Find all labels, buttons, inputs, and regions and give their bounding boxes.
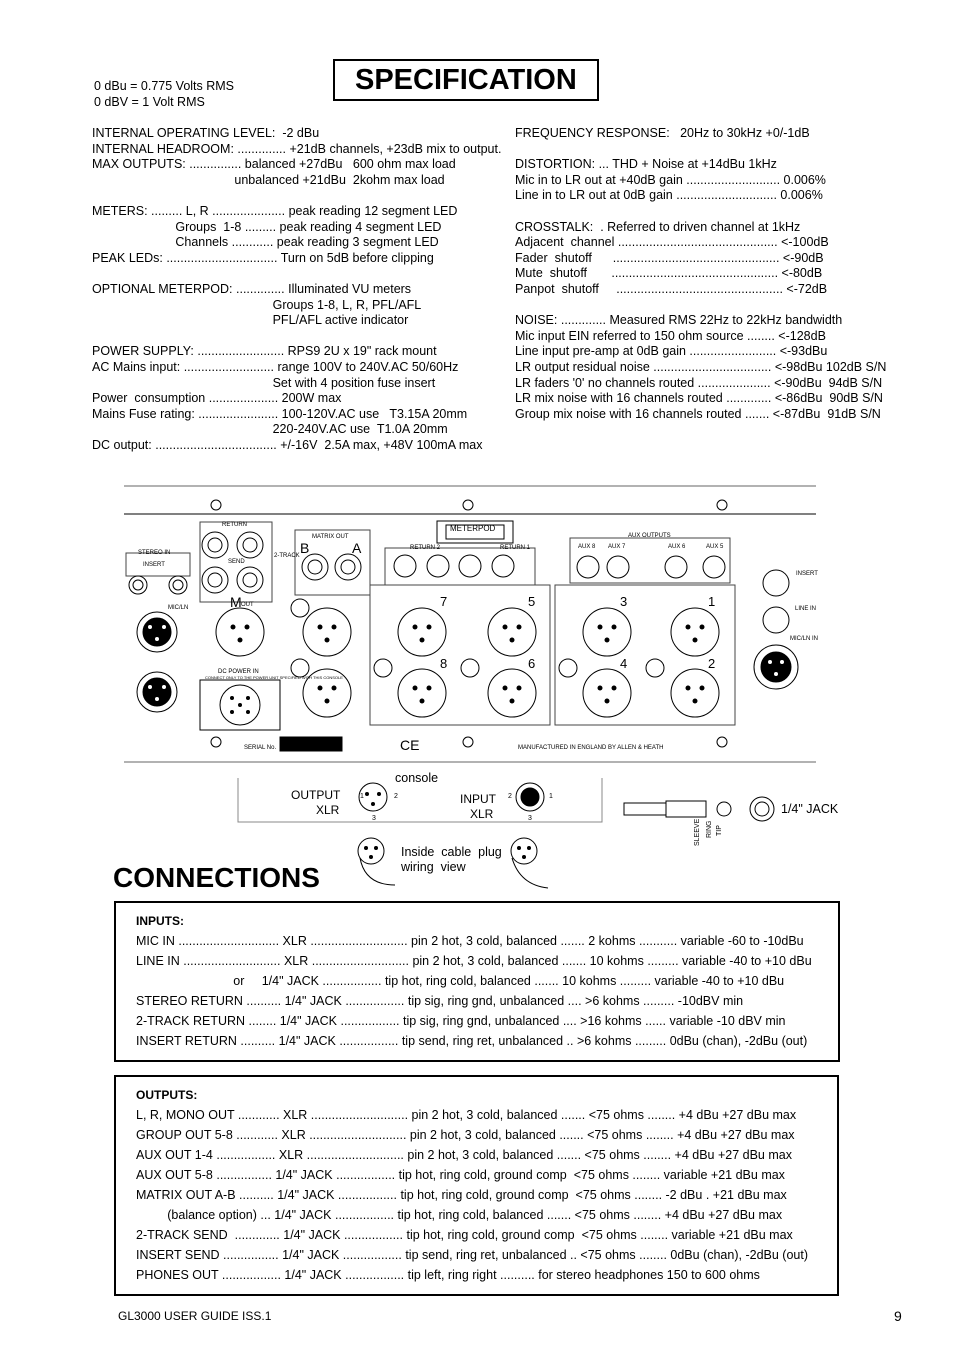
inputs-header: INPUTS: (136, 914, 184, 928)
outputs-box (114, 1075, 839, 1296)
panel-dc-power-label: DC POWER IN (218, 669, 259, 675)
ref-line-1: 0 dBu = 0.775 Volts RMS (94, 79, 235, 93)
specification-title: SPECIFICATION (333, 59, 599, 101)
panel-aux7-label: AUX 7 (608, 544, 626, 550)
panel-send-label: SEND (228, 559, 245, 565)
panel-stereo-in-label: STEREO IN (138, 550, 171, 556)
connections-title: CONNECTIONS (113, 862, 320, 893)
inside-note-1: Inside cable plug (401, 845, 502, 859)
page-number: 9 (894, 1308, 902, 1324)
footer-doc-title: GL3000 USER GUIDE ISS.1 (118, 1309, 272, 1323)
output-table-row: MATRIX OUT A-B .......... 1/4" JACK ................. tip hot, ring cold, ground comp <75 ohms ........ -2 dBu . +21 dBu max (136, 1188, 787, 1202)
input-xlr-label-1: INPUT (460, 792, 496, 806)
panel-b-label: B (300, 540, 310, 556)
spec-line: PFL/AFL active indicator (92, 313, 409, 328)
input-table-row: STEREO RETURN .......... 1/4" JACK ................. tip sig, ring gnd, unbalanced .... >6 kohms ......... -10dBV min (136, 994, 744, 1008)
inputs-rows (136, 931, 838, 1051)
spec-line: Mic input EIN referred to 150 ohm source ........ <-128dB (515, 328, 826, 343)
spec-line: LR faders '0' no channels routed ..................... <-90dBu 94dB S/N (515, 375, 883, 390)
panel-micln-label: MIC/LN (168, 605, 189, 611)
panel-mic-ln-in-label: MIC/LN IN (790, 636, 819, 642)
panel-grp6-label: 6 (528, 656, 536, 671)
output-table-row: L, R, MONO OUT ............ XLR ............................ pin 2 hot, 3 cold, balanced ....... <75 ohms ........ +4 dBu +27 dBu max (136, 1108, 797, 1122)
panel-return-label: RETURN (222, 522, 247, 528)
spec-line: INTERNAL OPERATING LEVEL: -2 dBu (92, 126, 320, 140)
panel-right-insert-label: INSERT (796, 571, 818, 577)
output-table-row: GROUP OUT 5-8 ............ XLR ............................ pin 2 hot, 3 cold, balanced ....... <75 ohms ........ +4 dBu +27 dBu max (136, 1128, 795, 1142)
spec-line: LR output residual noise .................................. <-98dBu 102dB S/N (515, 359, 887, 374)
panel-meterpod-label: METERPOD (450, 524, 496, 533)
output-table-row: 2-TRACK SEND ............. 1/4" JACK ................. tip hot, ring cold, ground comp <75 ohms ........ variable +21 dBu max (136, 1228, 793, 1242)
output-table-row: AUX OUT 5-8 ................ 1/4" JACK ................. tip hot, ring cold, ground comp <75 ohms ........ variable +21 dBu max (136, 1168, 785, 1182)
spec-line: POWER SUPPLY: ......................... RPS9 2U x 19" rack mount (92, 344, 437, 359)
panel-grp5-label: 5 (528, 594, 536, 609)
panel-aux4-label: 4 (620, 656, 628, 671)
panel-aux1-label: 1 (708, 594, 716, 609)
panel-ce-mark: CE (400, 737, 420, 753)
panel-aux2-label: 2 (708, 656, 716, 671)
spec-line: NOISE: ............. Measured RMS 22Hz to 22kHz bandwidth (515, 313, 843, 328)
console-label: console (395, 771, 439, 785)
jack-label: 1/4" JACK (781, 802, 839, 816)
input-table-row: INSERT RETURN .......... 1/4" JACK ................. tip send, ring ret, unbalanced .. >6 kohms ......... 0dBu (chan), -2dBu (out) (136, 1034, 808, 1048)
spec-line: Mic in to LR out at +40dB gain ........................... 0.006% (515, 172, 826, 187)
panel-matrix-out-label: MATRIX OUT (312, 534, 349, 540)
panel-aux6-label: AUX 6 (668, 544, 686, 550)
spec-line: Set with 4 position fuse insert (92, 375, 436, 390)
output-pin-2: 2 (394, 793, 398, 800)
spec-line: Groups 1-8, L, R, PFL/AFL (92, 297, 422, 312)
spec-line: Channels ............ peak reading 3 segment LED (92, 235, 439, 250)
panel-a-label: A (352, 540, 362, 556)
spec-line: INTERNAL HEADROOM: .............. +21dB channels, +23dB mix to output. (92, 141, 502, 156)
spec-line: OPTIONAL METERPOD: .............. Illuminated VU meters (92, 281, 412, 296)
input-table-row: MIC IN ............................. XLR ............................ pin 2 hot, 3 cold, balanced ....... 2 kohms ........... variable -60 to -10dBu (136, 934, 804, 948)
panel-return2-label: RETURN 2 (410, 545, 441, 551)
panel-aux3-label: 3 (620, 594, 628, 609)
input-table-row: or 1/4" JACK ................. tip hot, ring cold, balanced ....... 10 kohms ......... variable -40 to +10 dBu (136, 974, 785, 988)
output-pin-3: 3 (372, 815, 376, 822)
panel-2track-label: 2-TRACK (274, 553, 300, 559)
panel-serial-label: SERIAL No. (244, 745, 277, 751)
panel-dc-note: CONNECT ONLY TO THE POWER UNIT SPECIFIED WITH THIS CONSOLE (205, 675, 343, 680)
spec-line: METERS: ......... L, R ..................... peak reading 12 segment LED (92, 203, 458, 218)
spec-line: CROSSTALK: . Referred to driven channel at 1kHz (515, 219, 801, 234)
spec-line: Mains Fuse rating: ....................... 100-120V.AC use T3.15A 20mm (92, 406, 468, 421)
spec-line: Groups 1-8 ......... peak reading 4 segment LED (92, 219, 442, 234)
spec-line: DISTORTION: ... THD + Noise at +14dBu 1kHz (515, 157, 777, 172)
outputs-header: OUTPUTS: (136, 1088, 198, 1102)
spec-line: MAX OUTPUTS: ............... balanced +27dBu 600 ohm max load (92, 157, 456, 172)
jack-ring-label: RING (706, 820, 713, 838)
spec-line: unbalanced +21dBu 2kohm max load (92, 172, 445, 187)
spec-line: 220-240V.AC use T1.0A 20mm (92, 422, 448, 437)
panel-return1-label: RETURN 1 (500, 545, 531, 551)
output-xlr-label-2: XLR (316, 803, 340, 817)
panel-insert-label: INSERT (143, 562, 165, 568)
output-table-row: PHONES OUT ................. 1/4" JACK ................. tip left, ring right .......... for stereo headphones 150 to 600 ohms (136, 1268, 760, 1282)
input-table-row: LINE IN ............................ XLR ............................ pin 2 hot, 3 cold, balanced ....... 10 kohms ......... variable -40 to +10 dBu (136, 954, 812, 968)
output-table-row: INSERT SEND ................ 1/4" JACK ................. tip send, ring ret, unbalanced .. <75 ohms ........ 0dBu (chan), -2dBu (out) (136, 1248, 808, 1262)
panel-grp8-label: 8 (440, 656, 448, 671)
panel-aux5-label: AUX 5 (706, 544, 724, 550)
output-table-row: AUX OUT 1-4 ................. XLR ............................ pin 2 hot, 3 cold, balanced ....... <75 ohms ........ +4 dBu +27 dBu max (136, 1148, 792, 1162)
spec-line: Line in to LR out at 0dB gain ............................. 0.006% (515, 188, 823, 203)
inside-note-2: wiring view (401, 860, 466, 874)
spec-line: Line input pre-amp at 0dB gain ......................... <-93dBu (515, 344, 828, 359)
ref-line-2: 0 dBV = 1 Volt RMS (94, 94, 205, 109)
spec-line: LR mix noise with 16 channels routed ............. <-86dBu 90dB S/N (515, 391, 883, 406)
panel-aux8-label: AUX 8 (578, 544, 596, 550)
spec-line: AC Mains input: .......................... range 100V to 240V.AC 50/60Hz (92, 359, 459, 374)
output-xlr-label-1: OUTPUT (291, 788, 341, 802)
input-pin-1: 1 (549, 793, 553, 800)
panel-grp7-label: 7 (440, 594, 448, 609)
spec-line: FREQUENCY RESPONSE: 20Hz to 30kHz +0/-1dB (515, 126, 810, 140)
input-xlr-label-2: XLR (470, 807, 494, 821)
jack-sleeve-label: SLEEVE (694, 818, 701, 846)
panel-manufactured-label: MANUFACTURED IN ENGLAND BY ALLEN & HEATH (518, 745, 664, 751)
spec-line: Panpot shutoff ................................................ <-72dB (515, 281, 828, 296)
spec-line: Fader shutoff ................................................ <-90dB (515, 250, 824, 265)
input-pin-3: 3 (528, 815, 532, 822)
spec-line: Mute shutoff ................................................ <-80dB (515, 266, 823, 281)
panel-aux-outputs-label: AUX OUTPUTS (628, 533, 671, 539)
inputs-box (114, 901, 840, 1062)
input-pin-2: 2 (508, 793, 512, 800)
outputs-rows (136, 1105, 837, 1285)
input-table-row: 2-TRACK RETURN ........ 1/4" JACK ................. tip sig, ring gnd, unbalanced .... >16 kohms ...... variable -10 dBV min (136, 1014, 786, 1028)
jack-tip-label: TIP (716, 825, 723, 836)
panel-m-label: M (230, 594, 242, 610)
spec-line: Adjacent channel .............................................. <-100dB (515, 235, 829, 250)
spec-line: PEAK LEDs: ................................ Turn on 5dB before clipping (92, 250, 434, 265)
output-pin-1: 1 (360, 793, 364, 800)
output-table-row: (balance option) ... 1/4" JACK ................. tip hot, ring cold, balanced ....... <75 ohms ........ +4 dBu +27 dBu max (136, 1208, 783, 1222)
panel-line-in-label: LINE IN (795, 606, 817, 612)
panel-out-label: OUT (241, 602, 254, 608)
spec-line: Group mix noise with 16 channels routed ....... <-87dBu 91dB S/N (515, 406, 881, 421)
spec-line: Power consumption .................... 200W max (92, 391, 342, 406)
spec-line: DC output: ................................... +/-16V 2.5A max, +48V 100mA max (92, 437, 483, 452)
